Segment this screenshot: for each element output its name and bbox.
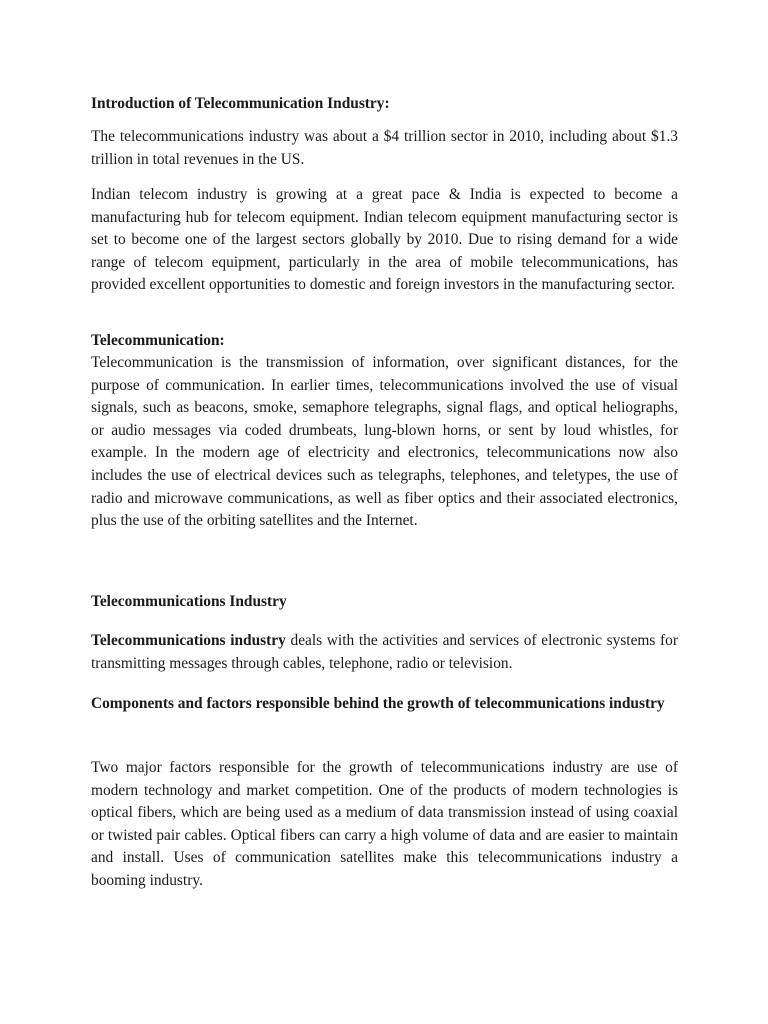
paragraph-revenue: The telecommunications industry was about a $4 trillion sector in 2010, including about $1.3 trillion in total revenues in the US. [91,128,678,168]
heading-growth-components: Components and factors responsible behind the growth of telecommunications industry [91,695,665,712]
industry-term-bold: Telecommunications industry [91,632,286,649]
industry-definition-text: deals with the activities and services of electronic systems for transmitting messages through cables, telephone, radio or television. [91,632,678,672]
heading-telecommunication: Telecommunication: [91,332,225,349]
paragraph-growth-factors: Two major factors responsible for the growth of telecommunications industry are use of modern technology and market competition. One of the products of modern technologies is optical fibers, which are being used as a medium of data transmission instead of using coaxial or twisted pair cables. Optical fibers can carry a high volume of data and are easier to maintain and install. Uses of communication satellites make this telecommunications industry a booming industry. [91,759,678,889]
paragraph-industry-definition [91,630,678,675]
document-title: Introduction of Telecommunication Industry: [91,95,390,112]
heading-telecommunications-industry: Telecommunications Industry [91,593,287,610]
paragraph-telecommunication-definition: Telecommunication is the transmission of information, over significant distances, for the purpose of communication. In earlier times, telecommunications involved the use of visual signals, such as beacons, smoke, semaphore telegraphs, signal flags, and optical heliographs, or audio messages via coded drumbeats, lung-blown horns, or sent by loud whistles, for example. In the modern age of electricity and electronics, telecommunications now also includes the use of electrical devices such as telegraphs, telephones, and teletypes, the use of radio and microwave communications, as well as fiber optics and their associated electronics, plus the use of the orbiting satellites and the Internet. [91,354,678,530]
paragraph-indian-telecom: Indian telecom industry is growing at a great pace & India is expected to become a manufacturing hub for telecom equipment. Indian telecom equipment manufacturing sector is set to become one of the largest sectors globally by 2010. Due to rising demand for a wide range of telecom equipment, particularly in the area of mobile telecommunications, has provided excellent opportunities to domestic and foreign investors in the manufacturing sector. [91,186,678,294]
